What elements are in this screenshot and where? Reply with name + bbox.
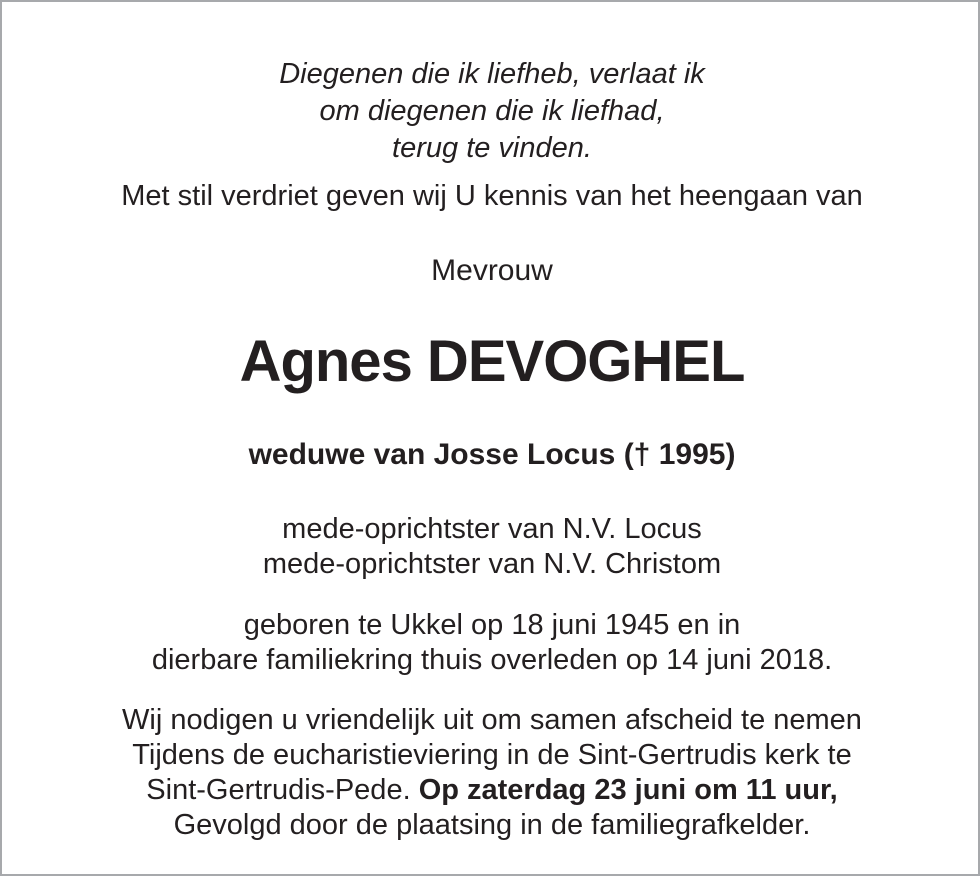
role-line: mede-oprichtster van N.V. Christom [262, 548, 722, 580]
invite-location: Sint-Gertrudis-Pede. [146, 774, 411, 806]
intro-text: Met stil verdriet geven wij U kennis van het heengaan van [121, 180, 863, 212]
role-line: mede-oprichtster van N.V. Locus [282, 513, 702, 545]
invite-line [2, 773, 980, 808]
poem-line: terug te vinden. [392, 132, 592, 164]
invite-line: Wij nodigen u vriendelijk uit om samen afscheid te nemen [122, 704, 862, 736]
poem-line: om diegenen die ik liefhad, [319, 95, 665, 127]
roles [2, 512, 980, 582]
dates-line: geboren te Ukkel op 18 juni 1945 en in [243, 609, 741, 641]
funeral-invitation [2, 703, 980, 843]
poem [2, 56, 980, 167]
dates-line: dierbare familiekring thuis overleden op 14 juni 2018. [151, 644, 833, 676]
honorific: Mevrouw [431, 254, 553, 287]
invite-datetime: Op zaterdag 23 juni om 11 uur, [418, 774, 838, 806]
deceased-name: Agnes DEVOGHEL [239, 329, 745, 394]
invite-line: Gevolgd door de plaatsing in de familiegrafkelder. [173, 809, 811, 841]
widow-line: weduwe van Josse Locus († 1995) [248, 438, 736, 471]
poem-line: Diegenen die ik liefheb, verlaat ik [279, 58, 705, 90]
invite-line: Tijdens de eucharistieviering in de Sint-Gertrudis kerk te [132, 739, 852, 771]
birth-death-dates [2, 608, 980, 678]
